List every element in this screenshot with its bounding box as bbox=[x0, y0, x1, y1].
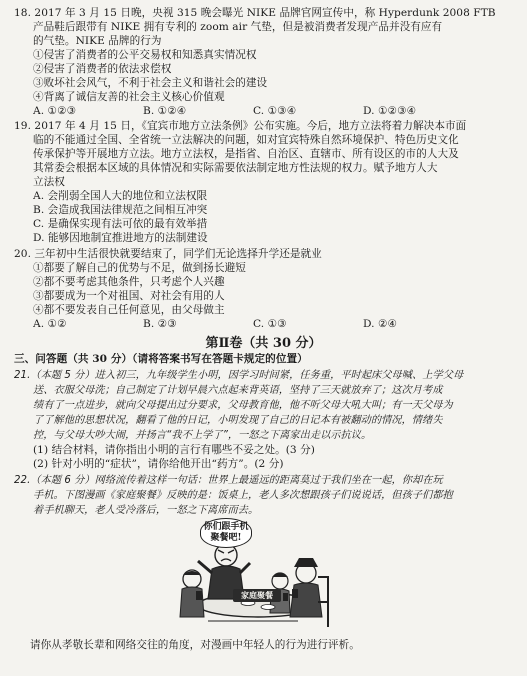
q19-stem-line-5: 立法权 bbox=[33, 176, 65, 188]
cartoon-title-banner: 家庭聚餐 bbox=[233, 589, 281, 602]
q18-choice-a[interactable]: A. ①②③ bbox=[33, 105, 77, 117]
family-dinner-cartoon bbox=[168, 517, 338, 629]
q19-stem-line-3: 传承保护等开展地方立法。地方立法权，是指省、自治区、直辖市、所有设区的市的人大及 bbox=[33, 148, 459, 160]
q21-stem-line-1: 21.（本题 5 分）进入初三，九年级学生小明，因学习时间紧，任务重，平时起床父母喊、上学父母 bbox=[14, 370, 464, 381]
q19-stem-line-2: 临的不能通过全国、全省统一立法解决的问题，如对宜宾特殊自然环境保护、特色历史文化 bbox=[33, 134, 459, 146]
q21-subquestion-2: (2) 针对小明的“症状”，请你给他开出“药方”。(2 分) bbox=[33, 458, 284, 470]
q18-stem-line-1: 18. 2017 年 3 月 15 日晚，央视 315 晚会曝光 NIKE 品牌官网宣传中，称 Hyperdunk 2008 FTB bbox=[14, 7, 496, 19]
q21-stem-line-5: 控，与父母大吵大闹，并扬言“我不上学了”，一怒之下离家出走以示抗议。 bbox=[33, 430, 372, 441]
q20-statement-3: ③都要成为一个对祖国、对社会有用的人 bbox=[33, 290, 225, 302]
q21-subquestion-1: (1) 结合材料，请你指出小明的言行有哪些不妥之处。(3 分) bbox=[33, 444, 315, 456]
q20-statement-4: ④都不要发表自己任何意见，由父母做主 bbox=[33, 304, 225, 316]
q20-choice-a[interactable]: A. ①② bbox=[33, 318, 67, 330]
q18-choice-d[interactable]: D. ①②③④ bbox=[363, 105, 417, 117]
q19-choice-d[interactable]: D. 能够因地制宜推进地方的法制建设 bbox=[33, 232, 208, 244]
q21-stem-line-4: 了了解他的思想状况，翻看了他的日记，小明发现了自己的日记本有被翻动的情况，情绪失 bbox=[33, 415, 443, 426]
q19-stem-line-1: 19. 2017 年 4 月 15 日，《宜宾市地方立法条例》公布实施。今后，地方立法将着力解决本市面 bbox=[14, 120, 467, 132]
q18-choice-b[interactable]: B. ①②④ bbox=[143, 105, 187, 117]
q18-stem-line-3: 的气垫。NIKE 品牌的行为 bbox=[33, 35, 162, 47]
section-3-heading: 三、问答题（共 30 分）（请将答案书写在答题卡规定的位置） bbox=[14, 353, 308, 365]
q20-statement-1: ①都要了解自己的优势与不足，做到扬长避短 bbox=[33, 262, 246, 274]
q18-stem-line-2: 产品鞋后跟带有 NIKE 拥有专利的 zoom air 气垫，但是被消费者发现产品并没有应有 bbox=[33, 21, 443, 33]
q22-prompt: 请你从孝敬长辈和网络交往的角度，对漫画中年轻人的行为进行评析。 bbox=[30, 639, 360, 651]
q20-statement-2: ②都不要考虑其他条件，只考虑个人兴趣 bbox=[33, 276, 225, 288]
q19-choice-a[interactable]: A. 会削弱全国人大的地位和立法权限 bbox=[33, 190, 208, 202]
q21-stem-line-2: 送、衣服父母洗；自己制定了计划早晨六点起来背英语，坚持了三天就放弃了；这次月考成 bbox=[33, 385, 443, 396]
q20-choices bbox=[33, 318, 517, 331]
q18-statement-4: ④背离了诚信友善的社会主义核心价值观 bbox=[33, 91, 225, 103]
q21-stem-line-3: 绩有了一点进步，就向父母提出过分要求，父母教育他，他不听父母大吼大叫；有一天父母为 bbox=[33, 400, 453, 411]
q19-stem-line-4: 其常委会根据本区域的具体情况和实际需要依法制定地方性法规的权力。赋予地方人大 bbox=[33, 162, 438, 174]
q20-stem: 20. 三年初中生活很快就要结束了，同学们无论选择升学还是就业 bbox=[14, 248, 322, 260]
q20-choice-b[interactable]: B. ②③ bbox=[143, 318, 177, 330]
q22-stem-line-1: 22.（本题 6 分）网络流传着这样一句话：世界上最遥远的距离莫过于我们坐在一起，你却在玩 bbox=[14, 475, 443, 486]
cartoon-speech-bubble: 你们跟手机聚餐吧! bbox=[200, 518, 252, 548]
q18-choice-c[interactable]: C. ①③④ bbox=[253, 105, 297, 117]
q19-choice-c[interactable]: C. 是确保实现有法可依的最有效举措 bbox=[33, 218, 208, 230]
q20-choice-d[interactable]: D. ②④ bbox=[363, 318, 398, 330]
section-2-title: 第Ⅱ卷（共 30 分） bbox=[205, 336, 322, 351]
q19-choice-b[interactable]: B. 会造成我国法律规范之间相互冲突 bbox=[33, 204, 208, 216]
q22-stem-line-2: 手机。下图漫画《家庭聚餐》反映的是：饭桌上，老人多次想跟孩子们说说话，但孩子们都抱 bbox=[33, 490, 453, 501]
q18-statement-1: ①侵害了消费者的公平交易权和知悉真实情况权 bbox=[33, 49, 257, 61]
q18-choices bbox=[33, 105, 517, 118]
q20-choice-c[interactable]: C. ①③ bbox=[253, 318, 287, 330]
q18-statement-3: ③败坏社会风气，不利于社会主义和谐社会的建设 bbox=[33, 77, 268, 89]
q22-stem-line-3: 着手机聊天，老人受冷落后，一怒之下离席而去。 bbox=[33, 505, 259, 516]
q18-statement-2: ②侵害了消费者的依法求偿权 bbox=[33, 63, 172, 75]
